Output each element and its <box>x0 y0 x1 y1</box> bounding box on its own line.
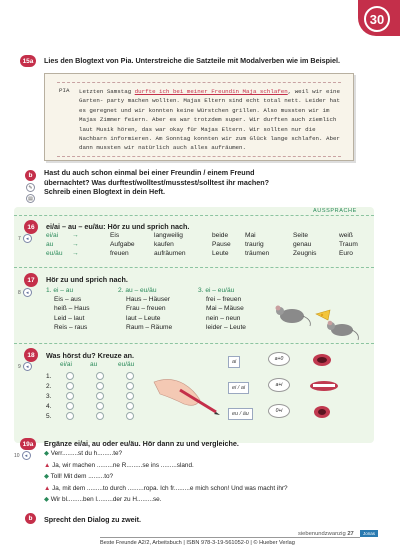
answer-row: 2. <box>46 381 134 391</box>
audio-track-10[interactable]: 10 ◂ <box>14 451 31 460</box>
blog-author: PIA <box>59 87 70 94</box>
exercise-17-col1: 1. ei – au Eis – aus heiß – Haus Leid – laut Reis – raus <box>46 287 90 331</box>
exercise-18-instruction: Was hörst du? Kreuze an. <box>46 351 134 360</box>
speaker-icon[interactable]: ◂ <box>23 288 32 297</box>
dialog-line: ▲ Ja, wir machen .........ne R.........se ins .........sland. <box>44 461 194 469</box>
dialog-line: ◆ Verr.........st du h.........te? <box>44 450 123 457</box>
checkbox[interactable] <box>66 382 74 390</box>
blog-post-card <box>44 73 354 161</box>
dialog-lines <box>44 448 288 506</box>
exercise-19b-badge: b <box>25 513 36 524</box>
exercise-15b-badge: b <box>25 170 36 181</box>
footer-flag: Jonas <box>360 530 378 537</box>
page-number-circle <box>364 6 390 32</box>
exercise-16-badge: 16 <box>24 220 38 234</box>
dialog-line: ▲ Ja, mit dem .........to durch .........ropa. Ich fr.........e mich schon! Und was macht ihr? <box>44 484 288 492</box>
footer-text: Beste Freunde A2/2, Arbeitsbuch | ISBN 978-3-19-561052-0 | © Hueber Verlag <box>100 540 295 546</box>
mouth-illustrations <box>300 352 350 424</box>
exercise-16-instruction: ei/ai – au – eu/äu: Hör zu und sprich nach. <box>46 222 190 231</box>
section-divider <box>14 343 374 344</box>
audio-track-8[interactable]: 8 ◂ <box>18 288 32 297</box>
speaker-icon[interactable]: ◂ <box>23 234 32 243</box>
exercise-15b-text: Hast du auch schon einmal bei einer Freundin / einem Freund übernachtet? Was durftest/wolltest/musstest/solltest ihr machen? Schreib einen Blogtext in dein Heft. <box>44 168 269 196</box>
sound-oval-1: a+0 <box>268 352 290 366</box>
checkbox[interactable] <box>126 392 134 400</box>
footer-page-word: siebenundzwanzig 27 <box>298 531 354 537</box>
writing-icon: ✎ <box>26 183 35 192</box>
checkbox[interactable] <box>66 412 74 420</box>
dialog-line: ◆ Wir bl.........ben l.........der zu H.........se. <box>44 496 162 503</box>
checkbox[interactable] <box>126 372 134 380</box>
audio-track-7[interactable]: 7 ◂ <box>18 234 32 243</box>
exercise-17-col2: 2. au – eu/äu Haus – Häuser Frau – freuen laut – Leute Raum – Räume <box>118 287 173 331</box>
checkbox[interactable] <box>96 372 104 380</box>
answer-row: 4. <box>46 401 134 411</box>
footer-line <box>100 537 360 538</box>
checkbox[interactable] <box>96 412 104 420</box>
checkbox[interactable] <box>96 382 104 390</box>
sound-tag-ei-ai: ei / ai <box>228 382 249 394</box>
checkbox[interactable] <box>66 392 74 400</box>
section-divider <box>14 267 374 268</box>
section-divider <box>14 215 374 216</box>
exercise-15a-badge: 15a <box>20 55 36 67</box>
table-row: eu/äu → freuen aufräumen Leute träumen Zeugnis Euro <box>46 250 353 258</box>
exercise-16-table <box>46 231 358 259</box>
sound-oval-2: a+i <box>268 378 290 392</box>
checkbox[interactable] <box>96 402 104 410</box>
exercise-18-grid: ei/ai au eu/äu 1. 2. 3. 4. 5. <box>46 361 135 420</box>
answer-row: 1. <box>46 371 134 381</box>
underlined-example: durfte ich bei meiner Freundin Maja schlafen <box>134 88 288 95</box>
exercise-15a-instruction: Lies den Blogtext von Pia. Unterstreiche die Satzteile mit Modalverben wie im Beispiel. <box>44 56 340 65</box>
checkbox[interactable] <box>96 392 104 400</box>
speaker-icon[interactable]: ◂ <box>22 451 31 460</box>
sound-oval-3: 0+i <box>268 404 290 418</box>
exercise-18-badge: 18 <box>24 348 38 362</box>
mice-illustration <box>270 296 366 342</box>
answer-row: 3. <box>46 391 134 401</box>
dialog-line: ◆ Toll! Mit dem .........to? <box>44 473 114 480</box>
checkbox[interactable] <box>126 382 134 390</box>
page-number: 30 <box>369 11 385 27</box>
speaker-icon[interactable]: ◂ <box>23 362 32 371</box>
blog-text: Letzten Samstag durfte ich bei meiner Freundin Maja schlafen, weil wir eine Garten- party machen wollten. Majas Eltern sind echt total nett. Leider hat es geregnet und wir konnten keine Würstchen grillen. Also mussten wir im Majas Zimmer feiern. Aber es war trotzdem super. Wir durften auch ziemlich laut Musik hören, das war okay für Majas Eltern. Wir sollten nur die Nachbarn informieren. Am Sonntag konnten wir zum Glück lange schlafen. Aber dann mussten wir natürlich auch alles aufräumen. <box>79 88 340 152</box>
notebook-icon: ▤ <box>26 194 35 203</box>
table-row: au → Aufgabe kaufen Pause traurig genau Traum <box>46 241 358 249</box>
exercise-17-col3: 3. ei – eu/äu frei – freuen Mai – Mäuse nein – neun leider – Leute <box>198 287 246 331</box>
exercise-17-badge: 17 <box>24 273 38 287</box>
exercise-17-instruction: Hör zu und sprich nach. <box>46 275 128 284</box>
sound-tag-eu-aeu: eu / äu <box>228 408 253 420</box>
hand-pen-illustration <box>150 372 222 416</box>
checkbox[interactable] <box>126 402 134 410</box>
audio-track-9[interactable]: 9 ◂ <box>18 362 32 371</box>
sound-tag-ai: ai <box>228 356 240 368</box>
exercise-19a-instruction: Ergänze ei/ai, au oder eu/äu. Hör dann zu und vergleiche. <box>44 439 239 448</box>
answer-row: 5. <box>46 411 134 421</box>
aussprache-label: AUSSPRACHE <box>313 208 357 214</box>
checkbox[interactable] <box>66 402 74 410</box>
checkbox[interactable] <box>66 372 74 380</box>
checkbox[interactable] <box>126 412 134 420</box>
table-row: ei/ai → Eis langweilig beide Mai Seite weiß <box>46 232 353 239</box>
exercise-19a-badge: 19a <box>20 438 36 450</box>
exercise-19b-instruction: Sprecht den Dialog zu zweit. <box>44 515 142 524</box>
